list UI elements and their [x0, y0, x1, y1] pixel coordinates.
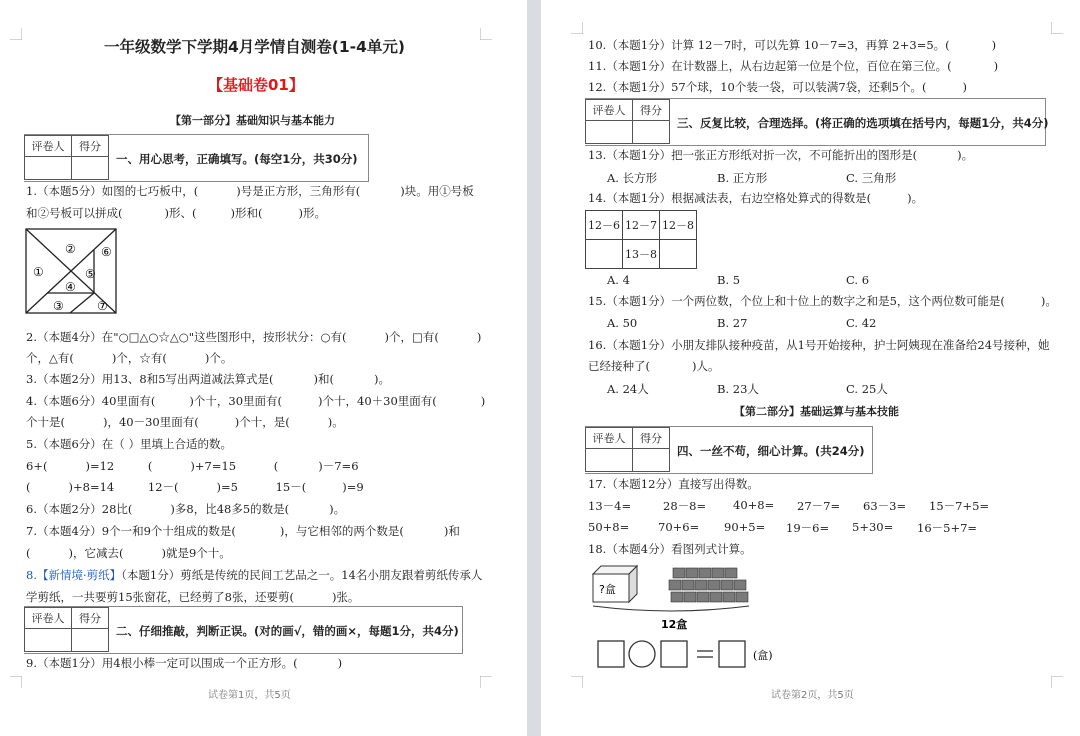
question-1: 1.（本题5分）如图的七巧板中，( )号是正方形，三角形有( )块。用①号板 — [26, 184, 474, 198]
tangram-figure — [25, 228, 119, 316]
tangram-label: ⑦ — [97, 299, 108, 313]
page-subtitle: 【基础卷01】 — [208, 76, 304, 94]
unit-label: (盒) — [753, 649, 773, 662]
answer-equation-boxes — [597, 640, 817, 670]
calc-item: 13－4= — [588, 499, 632, 513]
question-5: 5.（本题6分）在（ ）里填上合适的数。 — [26, 437, 232, 451]
page-title: 一年级数学下学期4月学情自测卷(1-4单元) — [104, 38, 405, 56]
calc-item: 15－7+5= — [929, 499, 990, 513]
tangram-label: ③ — [53, 299, 64, 313]
question-16-cont: 已经接种了( )人。 — [588, 359, 720, 373]
tangram-label: ⑤ — [85, 267, 96, 281]
calc-item: 90+5= — [724, 520, 766, 534]
question-8-cont: 学剪纸，一共要剪15张窗花，已经剪了8张，还要剪( )张。 — [26, 590, 360, 604]
box-stack-icon — [669, 568, 748, 602]
section-header-box — [24, 606, 463, 654]
unknown-box-icon — [593, 566, 637, 602]
section-header-box — [585, 426, 873, 474]
question-10: 10.（本题1分）计算 12－7时，可以先算 10－7=3，再算 2+3=5。( ) — [588, 38, 997, 52]
tangram-label: ② — [65, 242, 76, 256]
calc-item: 50+8= — [588, 520, 630, 534]
question-4-cont: 个十是( )，40－30里面有( )个十，是( )。 — [26, 415, 344, 429]
section-heading: 一、用心思考，正确填写。(每空1分，共30分) — [116, 152, 358, 166]
question-14: 14.（本题1分）根据减法表，右边空格处算式的得数是( )。 — [588, 191, 924, 205]
section-heading: 三、反复比较，合理选择。(将正确的选项填在括号内，每题1分，共4分) — [677, 116, 1049, 130]
question-7: 7.（本题4分）9个一和9个十组成的数是( )，与它相邻的两个数是( )和 — [26, 524, 460, 538]
corner-mark-icon — [1051, 22, 1063, 34]
option: A. 50 — [607, 316, 638, 330]
score-table: 评卷人 得分 — [24, 607, 109, 652]
calc-item: 19－6= — [786, 521, 830, 535]
corner-mark-icon — [480, 28, 492, 40]
corner-mark-icon — [480, 676, 492, 688]
tangram-label: ④ — [65, 280, 76, 294]
question-17: 17.（本题12分）直接写出得数。 — [588, 477, 759, 491]
page-footer: 试卷第2页，共5页 — [771, 690, 854, 701]
question-8: 8.【新情境·剪纸】（本题1分）剪纸是传统的民间工艺品之一。14名小朋友跟着剪纸传承人 — [26, 568, 483, 582]
question-2-cont: 个，△有( )个，☆有( )个。 — [26, 351, 233, 365]
question-5-row-2: ( )+8=14 12－( )=5 15－( )=9 — [26, 480, 364, 494]
question-3: 3.（本题2分）用13、8和5写出两道减法算式是( )和( )。 — [26, 372, 391, 386]
part-heading: 【第二部分】基础运算与基本技能 — [734, 405, 899, 418]
option: C. 6 — [846, 273, 870, 287]
page-footer: 试卷第1页，共5页 — [208, 690, 291, 701]
corner-mark-icon — [571, 22, 583, 34]
calc-item: 27－7= — [797, 499, 841, 513]
question-7-cont: ( )，它减去( )就是9个十。 — [26, 546, 231, 560]
question-6: 6.（本题2分）28比( )多8，比48多5的数是( )。 — [26, 502, 346, 516]
question-18: 18.（本题4分）看图列式计算。 — [588, 542, 752, 556]
score-table: 评卷人 得分 — [24, 135, 109, 180]
option: C. 三角形 — [846, 171, 897, 185]
option: C. 42 — [846, 316, 877, 330]
option: B. 5 — [717, 273, 741, 287]
corner-mark-icon — [1051, 676, 1063, 688]
part-heading: 【第一部分】基础知识与基本能力 — [170, 114, 335, 127]
option: B. 正方形 — [717, 171, 768, 185]
corner-mark-icon — [571, 676, 583, 688]
tangram-label: ⑥ — [101, 245, 112, 259]
calc-item: 5+30= — [852, 520, 894, 534]
option: B. 27 — [717, 316, 748, 330]
question-12: 12.（本题1分）57个球，10个装一袋，可以装满7袋，还剩5个。( ) — [588, 80, 967, 94]
exam-page-1 — [0, 0, 527, 736]
score-table: 评卷人 得分 — [585, 427, 670, 472]
calc-item: 40+8= — [733, 498, 775, 512]
option: A. 24人 — [607, 382, 649, 396]
corner-mark-icon — [10, 28, 22, 40]
section-header-box — [585, 98, 1049, 146]
question-5-row-1: 6+( )=12 ( )+7=15 ( )－7=6 — [26, 459, 359, 473]
section-header-box — [24, 134, 369, 182]
option: B. 23人 — [717, 382, 759, 396]
option: A. 4 — [607, 273, 630, 287]
section-heading: 二、仔细推敲，判断正误。(对的画√，错的画×，每题1分，共4分) — [116, 624, 459, 638]
svg-text:?盒: ?盒 — [599, 583, 616, 596]
question-16: 16.（本题1分）小朋友排队接种疫苗，从1号开始接种，护士阿姨现在准备给24号接种，她 — [588, 338, 1050, 352]
subtraction-table: 12－6 12－7 12－8 13－8 — [585, 210, 697, 269]
score-table: 评卷人 得分 — [585, 99, 670, 144]
corner-mark-icon — [10, 676, 22, 688]
total-label: 12盒 — [661, 618, 688, 631]
calc-item: 16－5+7= — [917, 521, 978, 535]
question-11: 11.（本题1分）在计数器上，从右边起第一位是个位，百位在第三位。( ) — [588, 59, 999, 73]
question-4: 4.（本题6分）40里面有( )个十，30里面有( )个十，40＋30里面有( ) — [26, 394, 486, 408]
calc-item: 63－3= — [863, 499, 907, 513]
question-15: 15.（本题1分）一个两位数，个位上和十位上的数字之和是5，这个两位数可能是( )。 — [588, 294, 1057, 308]
tangram-label: ① — [33, 265, 44, 279]
section-heading: 四、一丝不苟，细心计算。(共24分) — [677, 444, 865, 458]
question-1-cont: 和②号板可以拼成( )形、( )形和( )形。 — [26, 206, 326, 220]
boxes-illustration — [591, 564, 761, 634]
calc-item: 28－8= — [663, 499, 707, 513]
question-13: 13.（本题1分）把一张正方形纸对折一次，不可能折出的图形是( )。 — [588, 148, 974, 162]
option: C. 25人 — [846, 382, 888, 396]
option: A. 长方形 — [607, 171, 658, 185]
question-2: 2.（本题4分）在"○□△○☆△○"这些图形中，按形状分：○有( )个，□有( ) — [26, 330, 482, 344]
exam-page-2 — [541, 0, 1080, 736]
calc-item: 70+6= — [658, 520, 700, 534]
question-9: 9.（本题1分）用4根小棒一定可以围成一个正方形。( ) — [26, 656, 343, 670]
